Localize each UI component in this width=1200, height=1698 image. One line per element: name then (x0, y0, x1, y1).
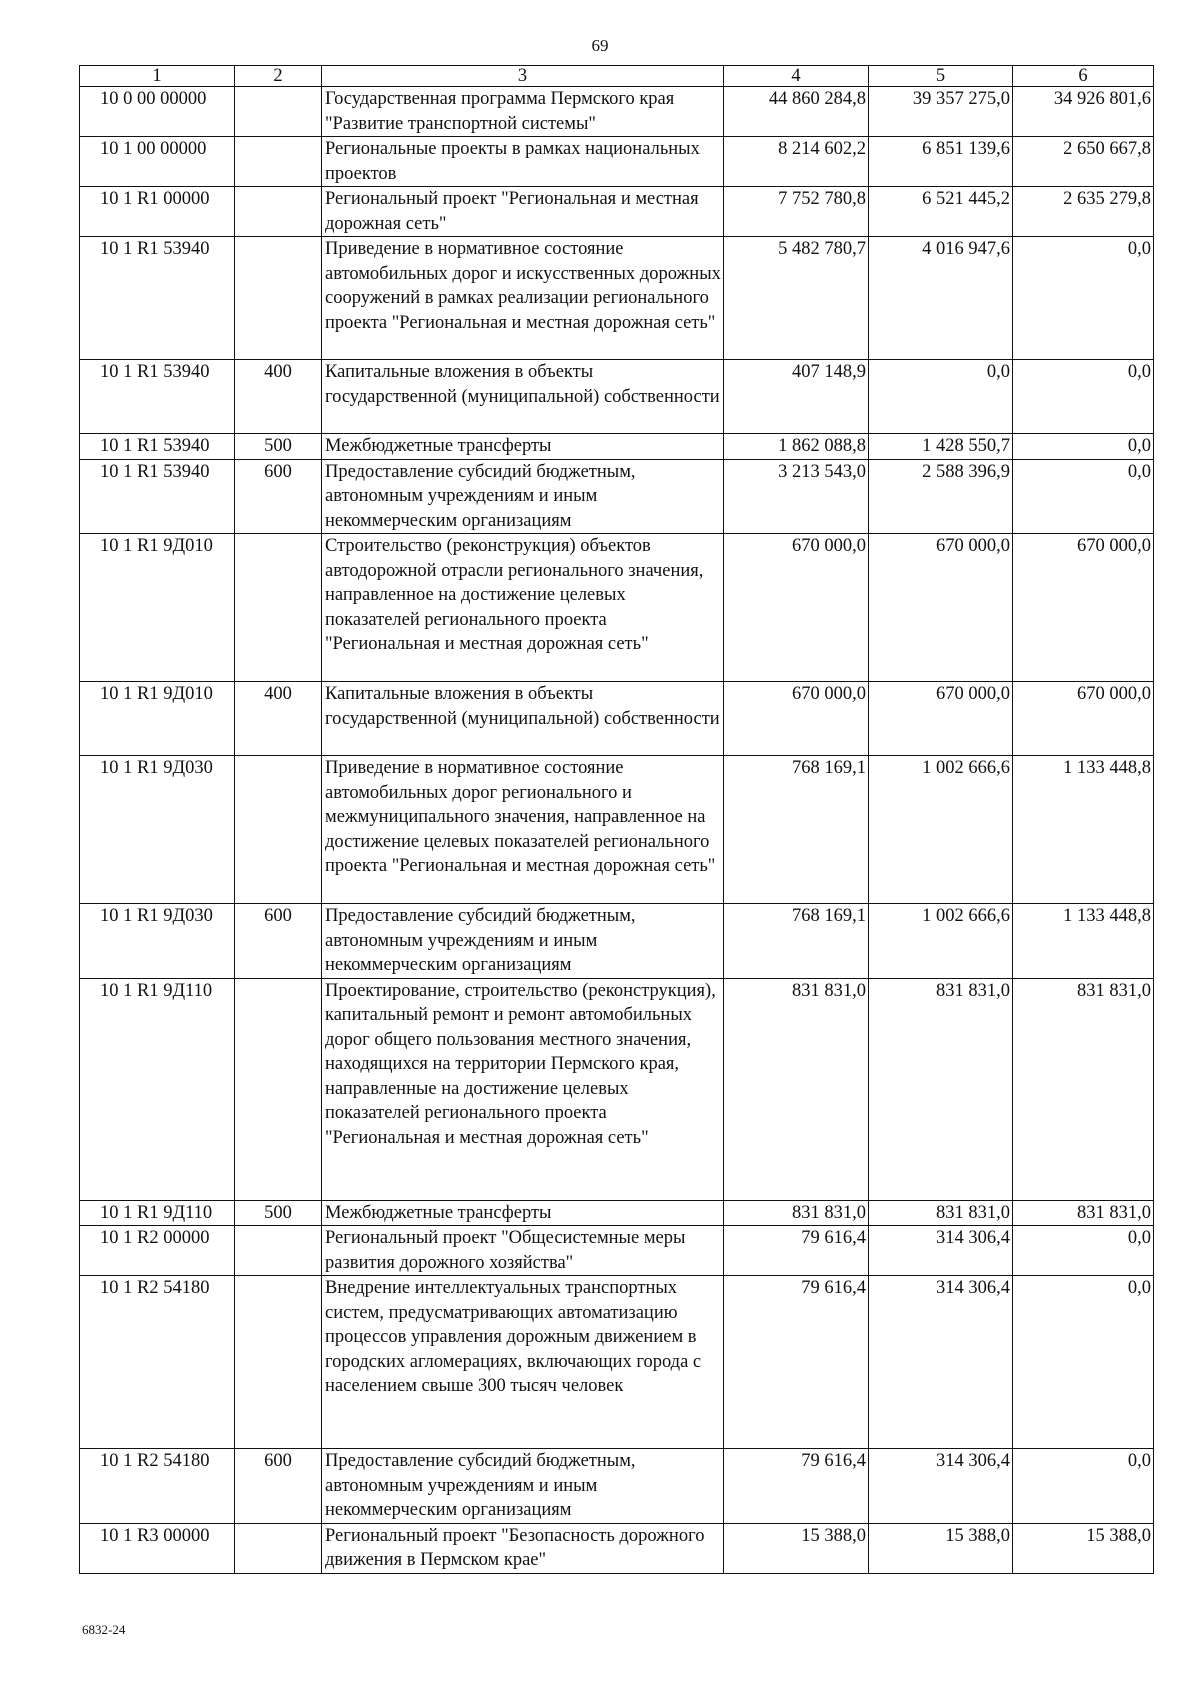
item-name-cell: Предоставление субсидий бюджетным, автономным учреждениям и иным некоммерческим организациям (322, 459, 724, 534)
table-row (80, 434, 1154, 460)
amount-col4-cell: 670 000,0 (724, 534, 869, 682)
amount-col5-cell: 1 002 666,6 (869, 904, 1013, 979)
amount-col6-cell: 831 831,0 (1013, 1200, 1154, 1226)
amount-col5-cell: 314 306,4 (869, 1449, 1013, 1524)
table-row (80, 187, 1154, 237)
expense-type-cell (235, 534, 322, 682)
target-code-cell: 10 0 00 00000 (80, 87, 235, 137)
table-row (80, 1226, 1154, 1276)
header-cell: 1 (80, 66, 235, 87)
header-cell: 3 (322, 66, 724, 87)
amount-col6-cell: 0,0 (1013, 1449, 1154, 1524)
table-row (80, 682, 1154, 756)
expense-type-cell: 600 (235, 904, 322, 979)
amount-col5-cell: 6 521 445,2 (869, 187, 1013, 237)
table-row (80, 756, 1154, 904)
expense-type-cell (235, 137, 322, 187)
item-name-cell: Строительство (реконструкция) объектов автодорожной отрасли регионального значения, направленное на достижение целевых показателей регионального проекта "Региональная и местная дорожная сеть" (322, 534, 724, 682)
target-code-cell: 10 1 R1 53940 (80, 360, 235, 434)
amount-col5-cell: 4 016 947,6 (869, 237, 1013, 360)
amount-col5-cell: 2 588 396,9 (869, 459, 1013, 534)
target-code-cell: 10 1 R3 00000 (80, 1523, 235, 1573)
budget-table (79, 65, 1154, 1574)
amount-col4-cell: 79 616,4 (724, 1449, 869, 1524)
expense-type-cell (235, 1276, 322, 1449)
item-name-cell: Региональный проект "Общесистемные меры развития дорожного хозяйства" (322, 1226, 724, 1276)
target-code-cell: 10 1 R2 54180 (80, 1449, 235, 1524)
table-row (80, 1276, 1154, 1449)
table-row (80, 87, 1154, 137)
expense-type-cell: 500 (235, 1200, 322, 1226)
item-name-cell: Проектирование, строительство (реконструкция), капитальный ремонт и ремонт автомобильных дорог общего пользования местного значения, находящихся на территории Пермского края, направленные на достижение целевых показателей регионального проекта "Региональная и местная дорожная сеть" (322, 978, 724, 1200)
target-code-cell: 10 1 R1 9Д030 (80, 904, 235, 979)
item-name-cell: Региональные проекты в рамках национальных проектов (322, 137, 724, 187)
amount-col5-cell: 670 000,0 (869, 682, 1013, 756)
header-cell: 6 (1013, 66, 1154, 87)
item-name-cell: Капитальные вложения в объекты государственной (муниципальной) собственности (322, 360, 724, 434)
item-name-cell: Региональный проект "Региональная и местная дорожная сеть" (322, 187, 724, 237)
amount-col5-cell: 670 000,0 (869, 534, 1013, 682)
target-code-cell: 10 1 R1 53940 (80, 434, 235, 460)
amount-col5-cell: 0,0 (869, 360, 1013, 434)
expense-type-cell (235, 1523, 322, 1573)
expense-type-cell (235, 187, 322, 237)
expense-type-cell (235, 237, 322, 360)
amount-col4-cell: 768 169,1 (724, 756, 869, 904)
amount-col6-cell: 1 133 448,8 (1013, 904, 1154, 979)
amount-col4-cell: 8 214 602,2 (724, 137, 869, 187)
amount-col4-cell: 3 213 543,0 (724, 459, 869, 534)
amount-col4-cell: 1 862 088,8 (724, 434, 869, 460)
document-id: 6832-24 (82, 1622, 126, 1637)
item-name-cell: Межбюджетные трансферты (322, 1200, 724, 1226)
table-row (80, 1449, 1154, 1524)
page-number: 69 (591, 36, 609, 55)
target-code-cell: 10 1 R1 9Д110 (80, 1200, 235, 1226)
amount-col6-cell: 15 388,0 (1013, 1523, 1154, 1573)
table-header-row (80, 66, 1154, 87)
item-name-cell: Региональный проект "Безопасность дорожного движения в Пермском крае" (322, 1523, 724, 1573)
amount-col6-cell: 0,0 (1013, 1276, 1154, 1449)
item-name-cell: Межбюджетные трансферты (322, 434, 724, 460)
table-row (80, 360, 1154, 434)
header-cell: 5 (869, 66, 1013, 87)
amount-col4-cell: 831 831,0 (724, 1200, 869, 1226)
target-code-cell: 10 1 R1 9Д010 (80, 682, 235, 756)
amount-col6-cell: 0,0 (1013, 1226, 1154, 1276)
table-row (80, 237, 1154, 360)
amount-col4-cell: 44 860 284,8 (724, 87, 869, 137)
amount-col4-cell: 831 831,0 (724, 978, 869, 1200)
table-row (80, 978, 1154, 1200)
amount-col5-cell: 15 388,0 (869, 1523, 1013, 1573)
header-cell: 4 (724, 66, 869, 87)
expense-type-cell: 600 (235, 459, 322, 534)
item-name-cell: Предоставление субсидий бюджетным, автономным учреждениям и иным некоммерческим организациям (322, 904, 724, 979)
amount-col6-cell: 34 926 801,6 (1013, 87, 1154, 137)
table-row (80, 1523, 1154, 1573)
table-row (80, 534, 1154, 682)
amount-col6-cell: 2 650 667,8 (1013, 137, 1154, 187)
expense-type-cell (235, 87, 322, 137)
item-name-cell: Капитальные вложения в объекты государственной (муниципальной) собственности (322, 682, 724, 756)
expense-type-cell (235, 1226, 322, 1276)
table-row (80, 904, 1154, 979)
amount-col6-cell: 670 000,0 (1013, 682, 1154, 756)
amount-col4-cell: 5 482 780,7 (724, 237, 869, 360)
target-code-cell: 10 1 R2 54180 (80, 1276, 235, 1449)
target-code-cell: 10 1 R1 00000 (80, 187, 235, 237)
amount-col5-cell: 1 002 666,6 (869, 756, 1013, 904)
amount-col6-cell: 0,0 (1013, 459, 1154, 534)
target-code-cell: 10 1 R1 9Д110 (80, 978, 235, 1200)
item-name-cell: Приведение в нормативное состояние автомобильных дорог регионального и межмуниципального значения, направленное на достижение целевых показателей регионального проекта "Региональная и местная дорожная сеть" (322, 756, 724, 904)
table-row (80, 459, 1154, 534)
target-code-cell: 10 1 R1 53940 (80, 237, 235, 360)
amount-col6-cell: 0,0 (1013, 360, 1154, 434)
target-code-cell: 10 1 R2 00000 (80, 1226, 235, 1276)
expense-type-cell (235, 978, 322, 1200)
amount-col5-cell: 831 831,0 (869, 1200, 1013, 1226)
item-name-cell: Внедрение интеллектуальных транспортных систем, предусматривающих автоматизацию процессов управления дорожным движением в городских агломерациях, включающих города с населением свыше 300 тысяч человек (322, 1276, 724, 1449)
amount-col5-cell: 314 306,4 (869, 1276, 1013, 1449)
amount-col6-cell: 2 635 279,8 (1013, 187, 1154, 237)
amount-col5-cell: 831 831,0 (869, 978, 1013, 1200)
target-code-cell: 10 1 00 00000 (80, 137, 235, 187)
expense-type-cell (235, 756, 322, 904)
amount-col4-cell: 7 752 780,8 (724, 187, 869, 237)
expense-type-cell: 500 (235, 434, 322, 460)
amount-col4-cell: 79 616,4 (724, 1226, 869, 1276)
amount-col6-cell: 0,0 (1013, 237, 1154, 360)
amount-col4-cell: 79 616,4 (724, 1276, 869, 1449)
target-code-cell: 10 1 R1 53940 (80, 459, 235, 534)
table-row (80, 137, 1154, 187)
target-code-cell: 10 1 R1 9Д030 (80, 756, 235, 904)
amount-col4-cell: 768 169,1 (724, 904, 869, 979)
amount-col6-cell: 670 000,0 (1013, 534, 1154, 682)
table-row (80, 1200, 1154, 1226)
amount-col6-cell: 1 133 448,8 (1013, 756, 1154, 904)
expense-type-cell: 400 (235, 682, 322, 756)
expense-type-cell: 400 (235, 360, 322, 434)
amount-col4-cell: 670 000,0 (724, 682, 869, 756)
amount-col4-cell: 407 148,9 (724, 360, 869, 434)
amount-col5-cell: 1 428 550,7 (869, 434, 1013, 460)
amount-col5-cell: 314 306,4 (869, 1226, 1013, 1276)
expense-type-cell: 600 (235, 1449, 322, 1524)
target-code-cell: 10 1 R1 9Д010 (80, 534, 235, 682)
amount-col5-cell: 6 851 139,6 (869, 137, 1013, 187)
header-cell: 2 (235, 66, 322, 87)
item-name-cell: Предоставление субсидий бюджетным, автономным учреждениям и иным некоммерческим организациям (322, 1449, 724, 1524)
item-name-cell: Государственная программа Пермского края "Развитие транспортной системы" (322, 87, 724, 137)
amount-col4-cell: 15 388,0 (724, 1523, 869, 1573)
amount-col5-cell: 39 357 275,0 (869, 87, 1013, 137)
item-name-cell: Приведение в нормативное состояние автомобильных дорог и искусственных дорожных сооружений в рамках реализации регионального проекта "Региональная и местная дорожная сеть" (322, 237, 724, 360)
amount-col6-cell: 831 831,0 (1013, 978, 1154, 1200)
amount-col6-cell: 0,0 (1013, 434, 1154, 460)
